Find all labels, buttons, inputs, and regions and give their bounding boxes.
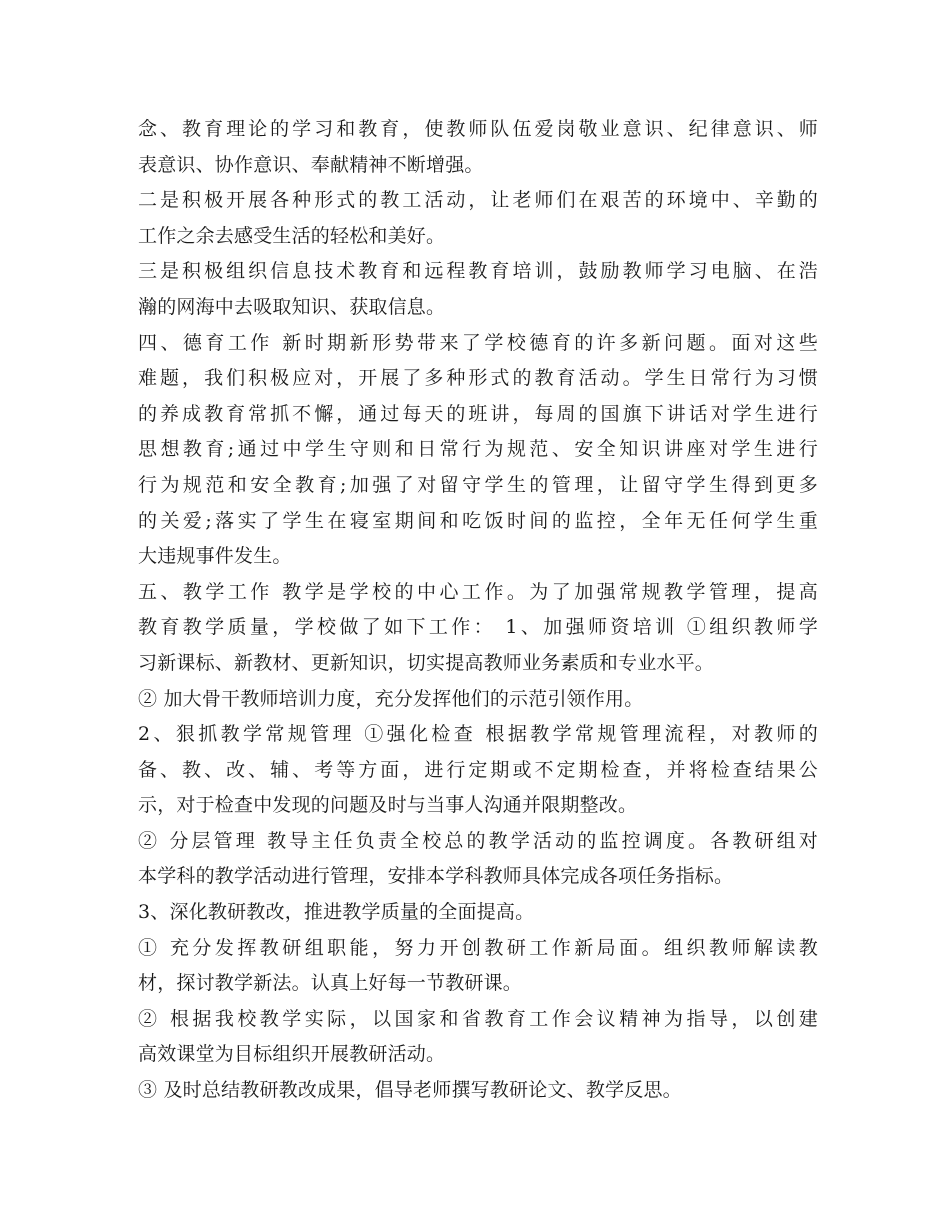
text-line: 工作之余去感受生活的轻松和美好。: [138, 224, 446, 247]
text-line: ② 根据我校教学实际，以国家和省教育工作会议精神为指导，以创建: [138, 1007, 818, 1030]
text-line: 高效课堂为目标组织开展教研活动。: [138, 1043, 446, 1066]
text-line: 材，探讨教学新法。认真上好每一节教研课。: [138, 972, 523, 995]
text-line: 三是积极组织信息技术教育和远程教育培训，鼓励教师学习电脑、在浩: [138, 260, 818, 283]
text-line: 的关爱;落实了学生在寝室期间和吃饭时间的监控，全年无任何学生重: [138, 509, 818, 532]
text-line: 行为规范和安全教育;加强了对留守学生的管理，让留守学生得到更多: [138, 473, 818, 496]
text-line: 的养成教育常抓不懈，通过每天的班讲，每周的国旗下讲话对学生进行: [138, 402, 818, 425]
text-line: 表意识、协作意识、奉献精神不断增强。: [138, 153, 484, 176]
document-body: [138, 112, 818, 1109]
text-line: ② 分层管理 教导主任负责全校总的教学活动的监控调度。各教研组对: [138, 829, 818, 852]
text-line: ② 加大骨干教师培训力度，充分发挥他们的示范引领作用。: [138, 687, 644, 710]
text-line: 本学科的教学活动进行管理，安排本学科教师具体完成各项任务指标。: [138, 865, 734, 888]
text-line: 备、教、改、辅、考等方面，进行定期或不定期检查，并将检查结果公: [138, 758, 818, 781]
text-line: ③ 及时总结教研教改成果，倡导老师撰写教研论文、教学反思。: [138, 1079, 682, 1102]
text-line: 五、教学工作 教学是学校的中心工作。为了加强常规教学管理，提高: [138, 580, 818, 603]
text-line: 二是积极开展各种形式的教工活动，让老师们在艰苦的环境中、辛勤的: [138, 189, 818, 212]
text-line: ① 充分发挥教研组职能，努力开创教研工作新局面。组织教师解读教: [138, 936, 818, 959]
text-line: 大违规事件发生。: [138, 545, 292, 568]
text-line: 示，对于检查中发现的问题及时与当事人沟通并限期整改。: [138, 794, 638, 817]
text-line: 教育教学质量，学校做了如下工作： 1、加强师资培训 ①组织教师学: [138, 616, 818, 639]
text-line: 念、教育理论的学习和教育，使教师队伍爱岗敬业意识、纪律意识、师: [138, 118, 818, 140]
text-line: 思想教育;通过中学生守则和日常行为规范、安全知识讲座对学生进行: [138, 438, 818, 461]
text-line: 2、狠抓教学常规管理 ①强化检查 根据教学常规管理流程，对教师的: [138, 723, 818, 746]
text-line: 难题，我们积极应对，开展了多种形式的教育活动。学生日常行为习惯: [138, 367, 818, 390]
text-line: 瀚的网海中去吸取知识、获取信息。: [138, 295, 446, 318]
text-line: 3、深化教研教改，推进教学质量的全面提高。: [138, 901, 535, 924]
text-line: 四、德育工作 新时期新形势带来了学校德育的许多新问题。面对这些: [138, 331, 818, 354]
text-line: 习新课标、新教材、更新知识，切实提高教师业务素质和专业水平。: [138, 651, 715, 674]
